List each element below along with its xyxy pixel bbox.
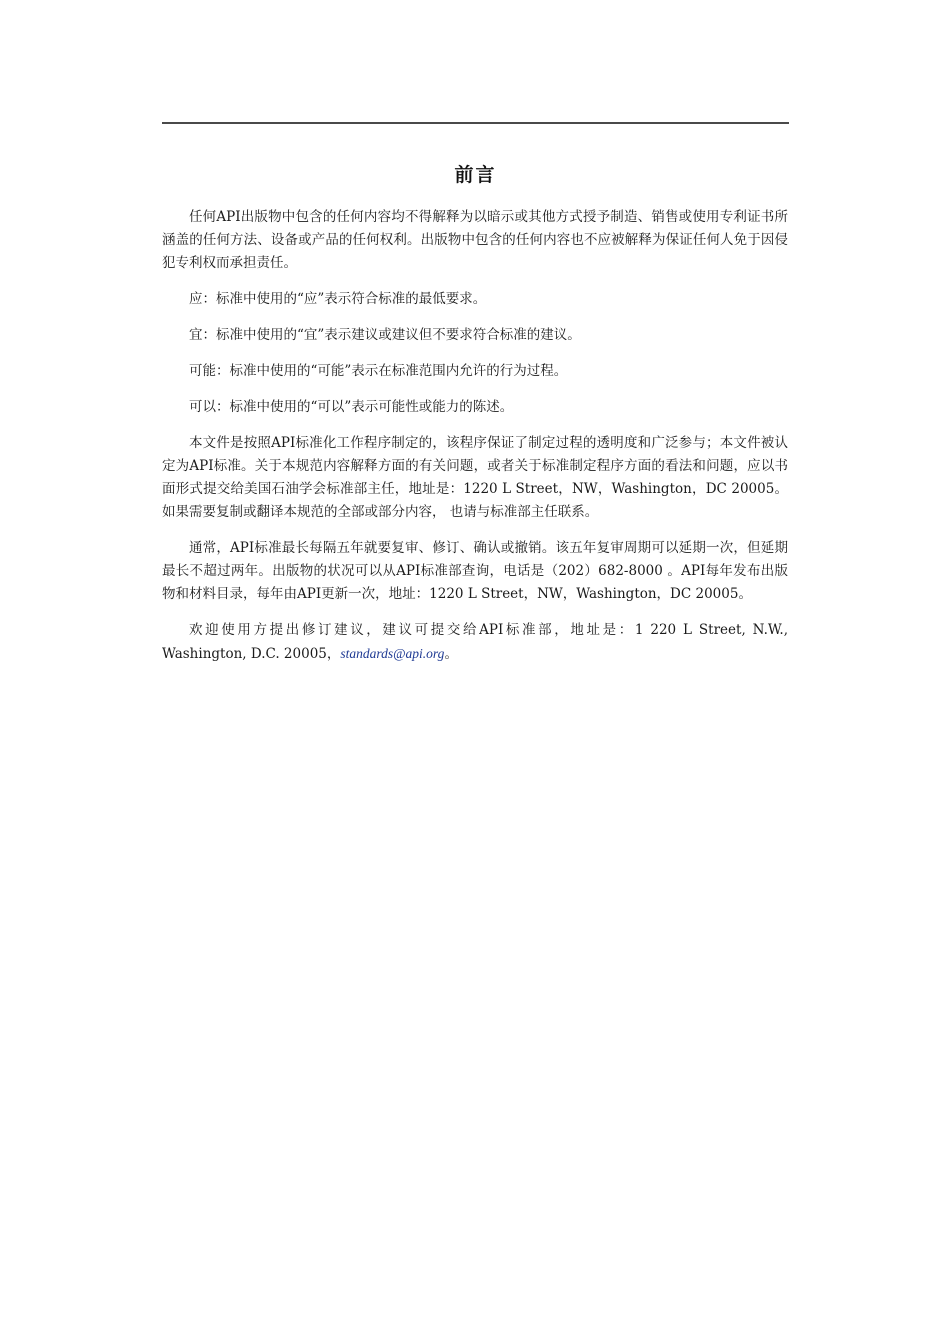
revision-suggestions-end: 。 <box>444 646 458 662</box>
definition-may: 可能：标准中使用的“可能”表示在标准范围内允许的行为过程。 <box>189 363 568 379</box>
document-body <box>162 206 788 679</box>
paragraph-development-process: 本文件是按照API标准化工作程序制定的，该程序保证了制定过程的透明度和广泛参与；本文件被认定为API标准。关于本规范内容解释方面的有关问题，或者关于标准制定程序方面的看法和问题，应以书面形式提交给美国石油学会标准部主任，地址是：1220 L Street，NW，Washington，DC 20005。如果需要复制或翻译本规范的全部或部分内容， 也请与标准部主任联系。 <box>162 435 788 520</box>
definition-can: 可以：标准中使用的“可以”表示可能性或能力的陈述。 <box>189 399 514 415</box>
definition-should: 宜：标准中使用的“宜”表示建议或建议但不要求符合标准的建议。 <box>189 327 581 343</box>
paragraph-review-cycle: 通常，API标准最长每隔五年就要复审、修订、确认或撤销。该五年复审周期可以延期一次，但延期最长不超过两年。出版物的状况可以从API标准部查询，电话是（202）682-8000 。API每年发布出版物和材料目录，每年由API更新一次，地址：1220 L Street，NW，Washington，DC 20005。 <box>162 540 788 602</box>
header-rule <box>162 122 789 124</box>
standards-email-link[interactable]: standards@api.org <box>340 646 445 661</box>
paragraph-revision-suggestions <box>162 619 788 666</box>
revision-suggestions-text: 欢迎使用方提出修订建议，建议可提交给API标准部，地址是：1 220 L Street, N.W., Washington, D.C. 20005， <box>162 622 788 662</box>
paragraph-patent-disclaimer: 任何API出版物中包含的任何内容均不得解释为以暗示或其他方式授予制造、销售或使用专利证书所涵盖的任何方法、设备或产品的任何权利。出版物中包含的任何内容也不应被解释为保证任何人免于因侵犯专利权而承担责任。 <box>162 209 788 271</box>
definition-shall: 应：标准中使用的“应”表示符合标准的最低要求。 <box>189 291 487 307</box>
page-title: 前言 <box>454 164 497 186</box>
